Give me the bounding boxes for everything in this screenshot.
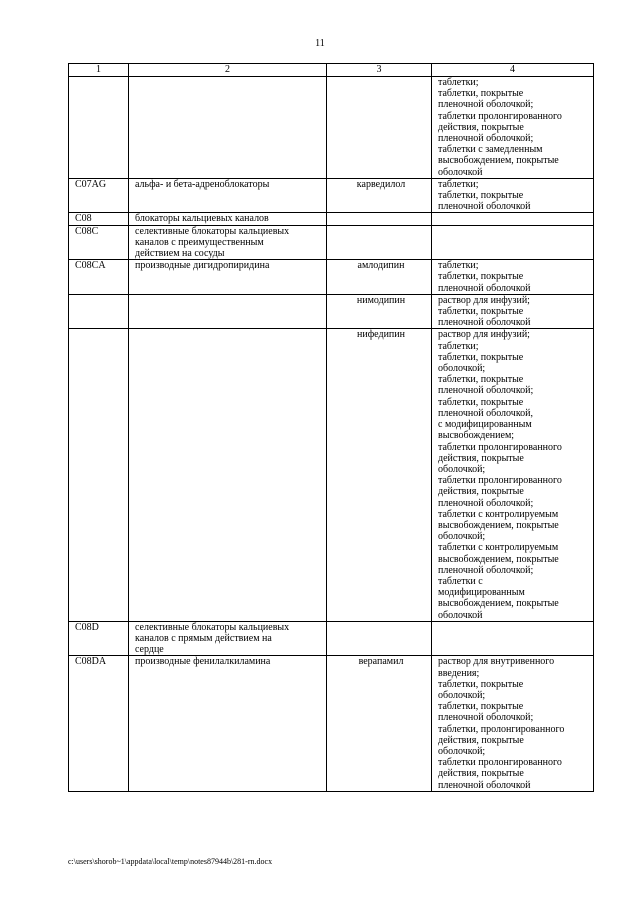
dosage-form-line: таблетки; [438,260,479,272]
dosage-form-line: высвобождением, покрытые [438,598,559,610]
dosage-form-line: с модифицированным [438,419,532,431]
dosage-form-line: таблетки, покрытые [438,351,524,363]
group-name-cell [129,329,327,621]
dosage-form-line: таблетки, пролонгированного [438,723,565,735]
header-cell-1: 1 [69,64,129,77]
group-name-cell [129,225,327,260]
group-name-line: производные дигидропиридина [135,260,270,272]
dosage-form-line: высвобождением, покрытые [438,553,559,565]
header-cell-3: 3 [327,64,432,77]
dosage-form-line: пленочной оболочкой [438,282,531,294]
dosage-form-line: пленочной оболочкой; [438,385,534,397]
group-name-cell [129,213,327,225]
group-name-line: селективные блокаторы кальциевых [135,225,290,237]
dosage-form-line: оболочкой [438,166,483,178]
header-cell-2: 2 [129,64,327,77]
dosage-forms-cell [432,656,594,791]
atc-code-cell: C08D [69,621,129,656]
dosage-form-line: таблетки пролонгированного [438,475,562,487]
group-name-line: альфа- и бета-адреноблокаторы [135,178,270,190]
drug-name-cell: карведилол [327,178,432,213]
group-name-cell [129,77,327,179]
dosage-form-line: таблетки, покрытые [438,271,524,283]
dosage-form-line: оболочкой; [438,689,486,701]
dosage-forms-cell [432,225,594,260]
drug-name-cell: нимодипин [327,294,432,329]
group-name-line: селективные блокаторы кальциевых [135,621,290,633]
dosage-form-line: оболочкой [438,609,483,621]
dosage-forms-cell [432,329,594,621]
atc-code-cell [69,329,129,621]
page-number: 11 [315,38,325,49]
group-name-cell [129,621,327,656]
dosage-form-line: высвобождением, покрытые [438,155,559,167]
drug-table [68,63,594,792]
dosage-form-line: пленочной оболочкой [438,201,531,213]
dosage-form-line: таблетки; [438,178,479,190]
table-row [69,225,594,260]
dosage-form-line: таблетки, покрытые [438,88,524,100]
group-name-line: блокаторы кальциевых каналов [135,213,269,225]
group-name-line: каналов с преимущественным [135,236,264,248]
atc-code-cell: C08C [69,225,129,260]
dosage-form-line: высвобождением, покрытые [438,519,559,531]
drug-name-cell: нифедипин [327,329,432,621]
dosage-form-line: оболочкой; [438,363,486,375]
dosage-forms-cell [432,77,594,179]
dosage-form-line: введения; [438,667,480,679]
dosage-form-line: оболочкой; [438,463,486,475]
dosage-form-line: пленочной оболочкой [438,317,531,329]
dosage-form-line: пленочной оболочкой; [438,564,534,576]
dosage-form-line: таблетки; [438,77,479,88]
dosage-form-line: таблетки с контролируемым [438,508,559,520]
dosage-form-line: таблетки пролонгированного [438,441,562,453]
table-row [69,213,594,225]
dosage-form-line: высвобождением; [438,430,515,442]
dosage-forms-cell [432,294,594,329]
file-path-footer: c:\users\shorob~1\appdata\local\temp\notes87944b\281-rn.docx [68,857,273,866]
dosage-forms-cell [432,178,594,213]
dosage-forms-cell [432,213,594,225]
dosage-form-line: пленочной оболочкой; [438,133,534,145]
dosage-form-line: пленочной оболочкой [438,779,531,791]
drug-name-cell: верапамил [327,656,432,791]
group-name-cell [129,260,327,295]
table-row [69,260,594,295]
dosage-form-line: оболочкой; [438,531,486,543]
atc-code-cell: C08DA [69,656,129,791]
dosage-form-line: таблетки; [438,340,479,352]
group-name-line: каналов с прямым действием на [135,632,272,644]
dosage-form-line: пленочной оболочкой, [438,407,534,419]
dosage-forms-cell [432,260,594,295]
table-row [69,621,594,656]
drug-name-cell: амлодипин [327,260,432,295]
dosage-form-line: оболочкой; [438,745,486,757]
dosage-form-line: таблетки, покрытые [438,306,524,318]
atc-code-cell: C08CA [69,260,129,295]
atc-code-cell: C08 [69,213,129,225]
group-name-line: действием на сосуды [135,248,225,260]
dosage-form-line: таблетки с контролируемым [438,542,559,554]
dosage-form-line: модифицированным [438,587,525,599]
atc-code-cell [69,294,129,329]
dosage-form-line: пленочной оболочкой; [438,497,534,509]
drug-name-cell [327,213,432,225]
table-row [69,178,594,213]
dosage-form-line: пленочной оболочкой; [438,99,534,111]
header-cell-4: 4 [432,64,594,77]
dosage-form-line: таблетки, покрытые [438,190,524,202]
dosage-form-line: таблетки, покрытые [438,374,524,386]
dosage-form-line: раствор для внутривенного [438,656,555,668]
drug-name-cell [327,77,432,179]
group-name-cell [129,178,327,213]
dosage-form-line: таблетки с замедленным [438,144,543,156]
dosage-form-line: раствор для инфузий; [438,294,530,306]
group-name-cell [129,656,327,791]
dosage-form-line: действия, покрытые [438,486,524,498]
dosage-forms-cell [432,621,594,656]
table-row [69,294,594,329]
dosage-form-line: таблетки с [438,575,483,587]
atc-code-cell: C07AG [69,178,129,213]
table-row [69,77,594,179]
dosage-form-line: таблетки, покрытые [438,701,524,713]
drug-name-cell [327,621,432,656]
dosage-form-line: таблетки, покрытые [438,678,524,690]
drug-name-cell [327,225,432,260]
atc-code-cell [69,77,129,179]
table-header-row [69,64,594,77]
dosage-form-line: таблетки пролонгированного [438,757,562,769]
dosage-form-line: действия, покрытые [438,734,524,746]
dosage-form-line: действия, покрытые [438,768,524,780]
group-name-cell [129,294,327,329]
dosage-form-line: действия, покрытые [438,452,524,464]
dosage-form-line: действия, покрытые [438,121,524,133]
dosage-form-line: пленочной оболочкой; [438,712,534,724]
table-row [69,656,594,791]
group-name-line: сердце [135,644,164,656]
table-row [69,329,594,621]
dosage-form-line: раствор для инфузий; [438,329,530,341]
dosage-form-line: таблетки, покрытые [438,396,524,408]
dosage-form-line: таблетки пролонгированного [438,110,562,122]
group-name-line: производные фенилалкиламина [135,656,271,668]
